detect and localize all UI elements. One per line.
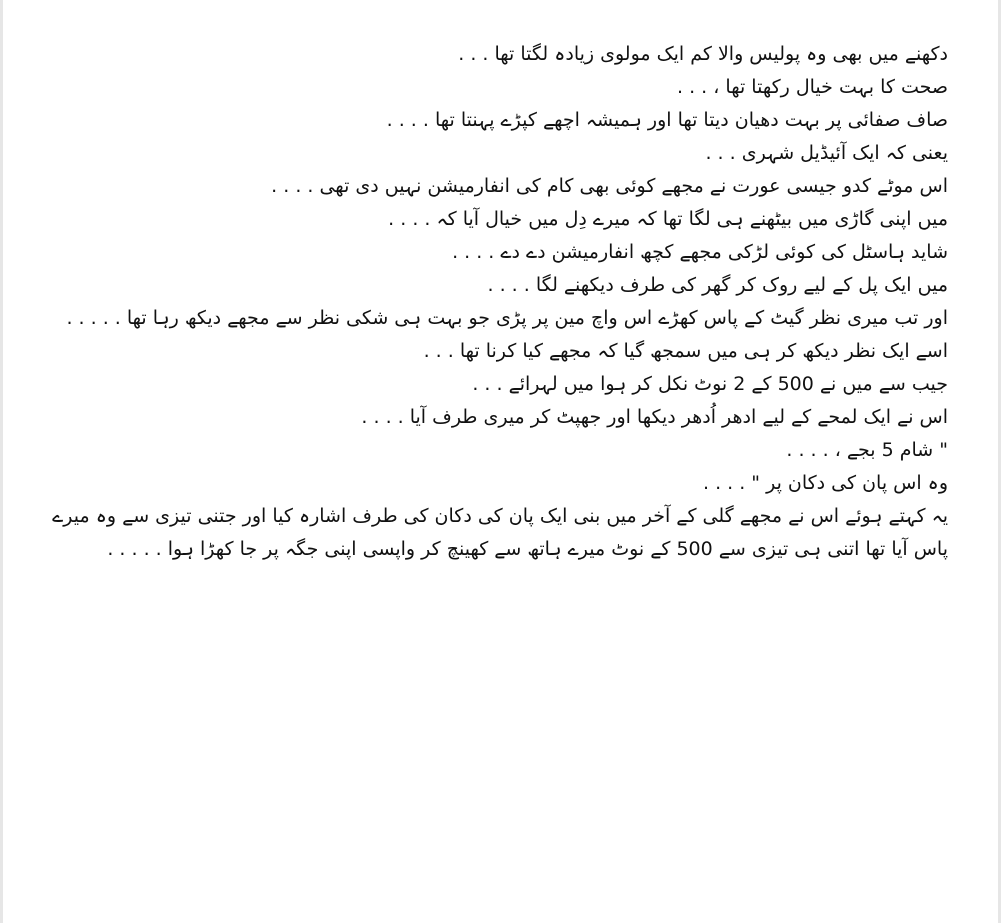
- paragraph-13: " شام 5 بجے ، . . . .: [786, 439, 948, 461]
- paragraph-5: اس موٹے کدو جیسی عورت نے مجھے کوئی بھی کام کی انفارمیشن نہیں دی تھی . . . .: [271, 175, 948, 197]
- paragraph-9: اور تب میری نظر گیٹ کے پاس کھڑے اس واچ مین پر پڑی جو بہت ہی شکی نظر سے مجھے دیکھ رہا تھا . . . . .: [66, 307, 948, 329]
- paragraph-14: وہ اس پان کی دکان پر " . . . .: [702, 472, 948, 494]
- paragraph-10: اسے ایک نظر دیکھ کر ہی میں سمجھ گیا کہ مجھے کیا کرنا تھا . . .: [423, 340, 948, 362]
- page-edge-left: [0, 0, 3, 923]
- paragraph-12: اس نے ایک لمحے کے لیے ادھر اُدھر دیکھا اور جھپٹ کر میری طرف آیا . . . .: [361, 406, 948, 428]
- paragraph-8: میں ایک پل کے لیے روک کر گھر کی طرف دیکھنے لگا . . . .: [487, 274, 948, 296]
- paragraph-11: جیب سے میں نے 500 کے 2 نوٹ نکل کر ہوا میں لہرائے . . .: [472, 373, 948, 395]
- document-text: [50, 38, 948, 566]
- paragraph-3: صاف صفائی پر بہت دھیان دیتا تھا اور ہمیشہ اچھے کپڑے پہنتا تھا . . . .: [386, 109, 948, 131]
- paragraph-6: میں اپنی گاڑی میں بیٹھنے ہی لگا تھا کہ میرے دِل میں خیال آیا کہ . . . .: [388, 208, 948, 230]
- paragraph-7: شاید ہاسٹل کی کوئی لڑکی مجھے کچھ انفارمیشن دے دے . . . .: [452, 241, 948, 263]
- paragraph-15: یہ کہتے ہوئے اس نے مجھے گلی کے آخر میں بنی ایک پان کی دکان کی طرف اشارہ کیا اور جتنی تیزی سے وہ میرے پاس آیا تھا اتنی ہی تیزی سے 500 کے نوٹ میرے ہاتھ سے کھینچ کر واپسی اپنی جگہ پر جا کھڑا ہوا . . . . .: [52, 505, 948, 560]
- paragraph-2: صحت کا بہت خیال رکھتا تھا ، . . .: [677, 76, 948, 98]
- paragraph-1: دکھنے میں بھی وہ پولیس والا کم ایک مولوی زیادہ لگتا تھا . . .: [458, 43, 948, 65]
- paragraph-4: یعنی کہ ایک آئیڈیل شہری . . .: [705, 142, 948, 164]
